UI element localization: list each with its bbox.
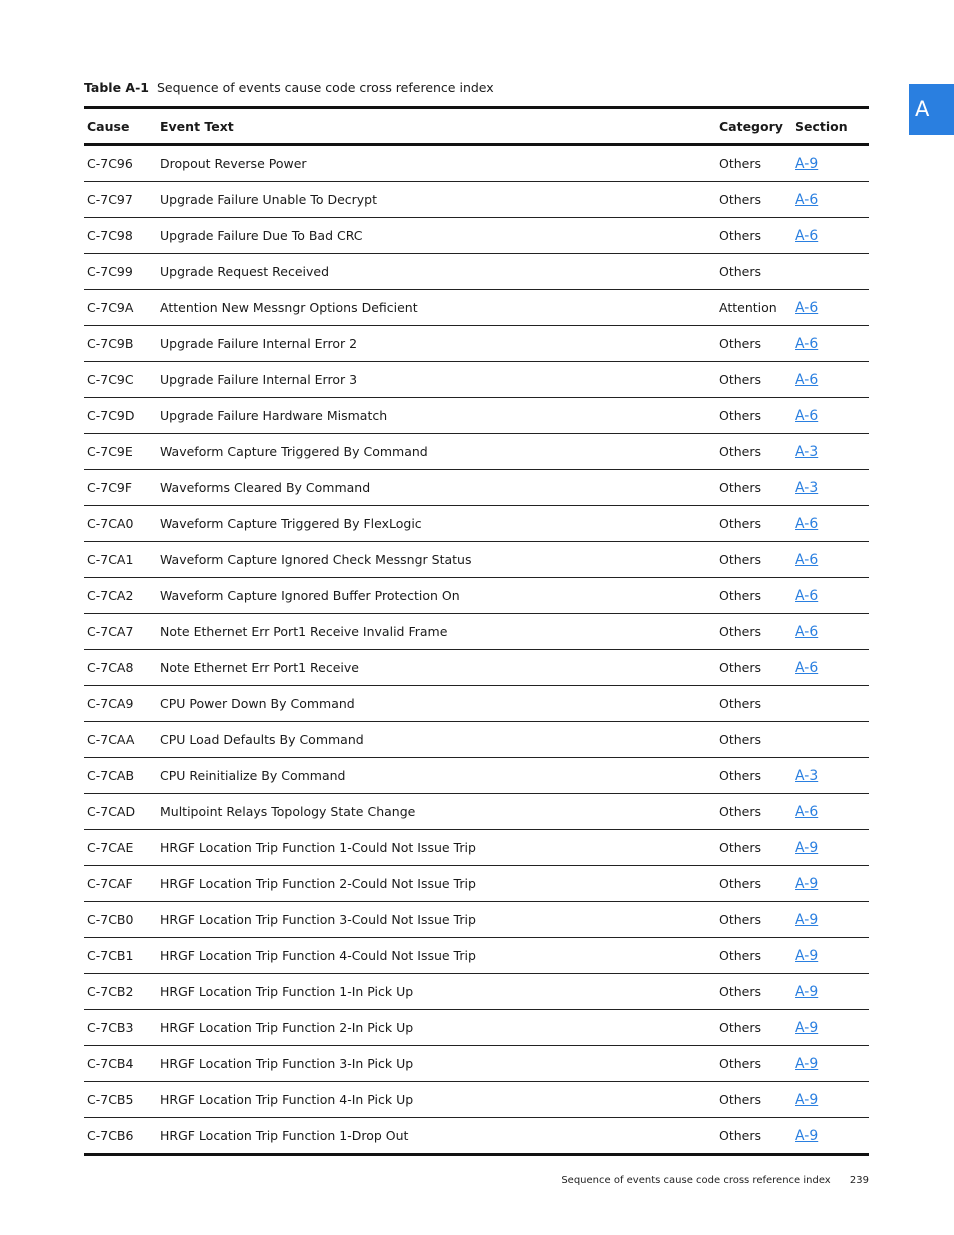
event-text-cell: HRGF Location Trip Function 1-Drop Out [160,1128,409,1143]
cause-code-cell: C-7C9F [84,470,160,506]
category-cell: Others [719,218,795,254]
cause-code-cell: C-7CA1 [84,542,160,578]
event-text-cell: Upgrade Failure Internal Error 2 [160,326,719,362]
cause-code-cell: C-7CB0 [84,902,160,938]
section-link[interactable]: A-9 [795,155,819,172]
section-link[interactable]: A-9 [795,911,819,928]
table-row [84,290,869,326]
event-text-cell: HRGF Location Trip Function 4-Could Not Issue Trip [160,938,719,974]
section-link[interactable]: A-9 [795,875,819,892]
section-link[interactable]: A-9 [795,1055,819,1072]
event-text-cell: HRGF Location Trip Function 3-In Pick Up [160,1046,719,1082]
section-cell [795,182,869,218]
page-number: 239 [849,1175,869,1186]
cause-code-table [84,106,869,1156]
category-cell: Others [719,1082,795,1118]
section-link[interactable]: A-9 [795,1019,819,1036]
section-link[interactable]: A-9 [795,1091,819,1108]
table-row [84,470,869,506]
header-category: Category [719,108,795,145]
section-cell [795,145,869,182]
event-text-cell: HRGF Location Trip Function 3-Could Not Issue Trip [160,902,719,938]
category-cell: Others [719,614,795,650]
section-link[interactable]: A-6 [795,407,819,424]
category-cell: Others [719,326,795,362]
event-text-cell: Note Ethernet Err Port1 Receive Invalid Frame [160,614,719,650]
category-cell: Others [719,362,795,398]
table-row [84,938,869,974]
table-row [84,362,869,398]
cause-code-cell: C-7C97 [84,182,160,218]
section-cell [795,434,869,470]
section-cell [795,974,869,1010]
section-link[interactable]: A-9 [795,1127,819,1144]
category-cell: Others [719,866,795,902]
section-cell [795,326,869,362]
cause-code-cell: C-7C9C [84,362,160,398]
section-link[interactable]: A-3 [795,767,819,784]
table-caption [84,80,494,95]
cause-code-cell: C-7CA2 [84,578,160,614]
section-cell [795,362,869,398]
section-link[interactable]: A-6 [795,515,819,532]
section-cell [795,542,869,578]
section-link[interactable]: A-6 [795,803,819,820]
section-link[interactable]: A-3 [795,443,819,460]
cause-code-cell: C-7CAB [84,758,160,794]
event-text-cell: Upgrade Request Received [160,254,719,290]
cause-code-cell: C-7CAF [84,866,160,902]
table-header-row [84,108,869,145]
category-cell: Others [719,506,795,542]
cause-code-cell: C-7C99 [84,254,160,290]
cause-code-cell: C-7CB4 [84,1046,160,1082]
section-link[interactable]: A-9 [795,947,819,964]
table-row [84,254,869,290]
category-cell: Others [719,758,795,794]
appendix-side-tab[interactable]: A [909,84,954,135]
category-cell: Others [719,938,795,974]
cause-code-cell: C-7CAD [84,794,160,830]
section-cell [795,578,869,614]
section-link[interactable]: A-6 [795,551,819,568]
cause-code-cell: C-7CA9 [84,686,160,722]
table-row [84,650,869,686]
section-cell [795,506,869,542]
section-cell [795,758,869,794]
category-cell: Others [719,470,795,506]
category-cell: Others [719,794,795,830]
cause-code-cell: C-7C96 [84,145,160,182]
cause-code-cell: C-7CB5 [84,1082,160,1118]
event-text-cell: HRGF Location Trip Function 2-Could Not Issue Trip [160,866,719,902]
cause-code-cell: C-7C9D [84,398,160,434]
section-cell [795,866,869,902]
table-row [84,218,869,254]
section-cell [795,470,869,506]
table-row [84,794,869,830]
event-text-cell: Upgrade Failure Due To Bad CRC [160,218,719,254]
section-cell [795,902,869,938]
header-event-text: Event Text [160,108,719,145]
section-link[interactable]: A-6 [795,623,819,640]
section-link[interactable]: A-6 [795,227,819,244]
category-cell: Others [719,182,795,218]
cause-code-cell: C-7CB3 [84,1010,160,1046]
table-row [84,866,869,902]
table-row [84,434,869,470]
event-text-cell: Dropout Reverse Power [160,145,719,182]
event-text-cell: Note Ethernet Err Port1 Receive [160,650,719,686]
event-text-cell: Upgrade Failure Unable To Decrypt [160,182,719,218]
event-text-cell: Waveform Capture Ignored Buffer Protection On [160,578,719,614]
section-cell [795,1046,869,1082]
section-cell [795,794,869,830]
event-text-cell: Waveforms Cleared By Command [160,470,719,506]
category-cell: Others [719,902,795,938]
table-caption-text: Sequence of events cause code cross reference index [156,80,494,95]
category-cell: Others [719,830,795,866]
section-link[interactable]: A-6 [795,191,819,208]
section-cell [795,1010,869,1046]
cause-code-cell: C-7C9B [84,326,160,362]
header-cause: Cause [84,108,160,145]
section-link[interactable]: A-6 [795,587,819,604]
cause-code-cell: C-7C9E [84,434,160,470]
section-cell [795,722,869,758]
cause-code-cell: C-7CA8 [84,650,160,686]
table-row [84,902,869,938]
category-cell: Others [719,1128,762,1143]
section-link[interactable]: A-3 [795,479,819,496]
section-cell [795,398,869,434]
section-link[interactable]: A-6 [795,371,819,388]
event-text-cell: HRGF Location Trip Function 2-In Pick Up [160,1010,719,1046]
cause-code-cell: C-7CB6 [87,1128,134,1143]
section-link[interactable]: A-6 [795,335,819,352]
event-text-cell: CPU Reinitialize By Command [160,758,719,794]
category-cell: Others [719,542,795,578]
section-cell [795,1118,869,1155]
table-row [84,614,869,650]
cause-code-cell: C-7CAA [84,722,160,758]
category-cell: Others [719,722,795,758]
table-row [84,686,869,722]
table-row [84,182,869,218]
section-link[interactable]: A-9 [795,839,819,856]
table-row [84,506,869,542]
table-row [84,398,869,434]
category-cell: Others [719,1010,795,1046]
category-cell: Others [719,398,795,434]
event-text-cell: Waveform Capture Ignored Check Messngr Status [160,542,719,578]
section-link[interactable]: A-9 [795,983,819,1000]
cause-code-cell: C-7C98 [84,218,160,254]
table-row [84,1046,869,1082]
event-text-cell: Waveform Capture Triggered By Command [160,434,719,470]
event-text-cell: CPU Load Defaults By Command [160,722,719,758]
table-row [84,145,869,182]
event-text-cell: HRGF Location Trip Function 1-Could Not Issue Trip [160,830,719,866]
header-section: Section [795,108,869,145]
section-cell [795,686,869,722]
event-text-cell: CPU Power Down By Command [160,686,719,722]
table-row [84,1118,869,1155]
table-row [84,542,869,578]
event-text-cell: HRGF Location Trip Function 1-In Pick Up [160,974,719,1010]
table-row [84,722,869,758]
cause-code-cell: C-7CB1 [84,938,160,974]
table-row [84,578,869,614]
cause-code-cell: C-7CB2 [84,974,160,1010]
section-cell [795,830,869,866]
section-cell [795,650,869,686]
table-row [84,1010,869,1046]
table-row [84,326,869,362]
event-text-cell: Upgrade Failure Internal Error 3 [160,362,719,398]
table-caption-label: Table A-1 [84,80,149,95]
event-text-cell: Waveform Capture Triggered By FlexLogic [160,506,719,542]
page-footer [561,1175,869,1186]
footer-title: Sequence of events cause code cross reference index [561,1175,831,1186]
cause-code-cell: C-7CA7 [84,614,160,650]
category-cell: Others [719,254,795,290]
section-cell [795,938,869,974]
table-row [84,974,869,1010]
event-text-cell: Multipoint Relays Topology State Change [160,794,719,830]
category-cell: Others [719,686,795,722]
category-cell: Others [719,434,795,470]
section-link[interactable]: A-6 [795,299,819,316]
section-cell [795,218,869,254]
section-link[interactable]: A-6 [795,659,819,676]
section-cell [795,254,869,290]
category-cell: Others [719,578,795,614]
category-cell: Others [719,974,795,1010]
section-cell [795,1082,869,1118]
category-cell: Attention [719,290,795,326]
table-row [84,830,869,866]
event-text-cell: Upgrade Failure Hardware Mismatch [160,398,719,434]
cause-code-cell: C-7CAE [84,830,160,866]
table-row [84,758,869,794]
category-cell: Others [719,650,795,686]
section-cell [795,614,869,650]
event-text-cell: Attention New Messngr Options Deficient [160,290,719,326]
event-text-cell: HRGF Location Trip Function 4-In Pick Up [160,1082,719,1118]
table-row [84,1082,869,1118]
cause-code-cell: C-7CA0 [84,506,160,542]
category-cell: Others [719,145,795,182]
cause-code-cell: C-7C9A [84,290,160,326]
section-cell [795,290,869,326]
category-cell: Others [719,1046,795,1082]
